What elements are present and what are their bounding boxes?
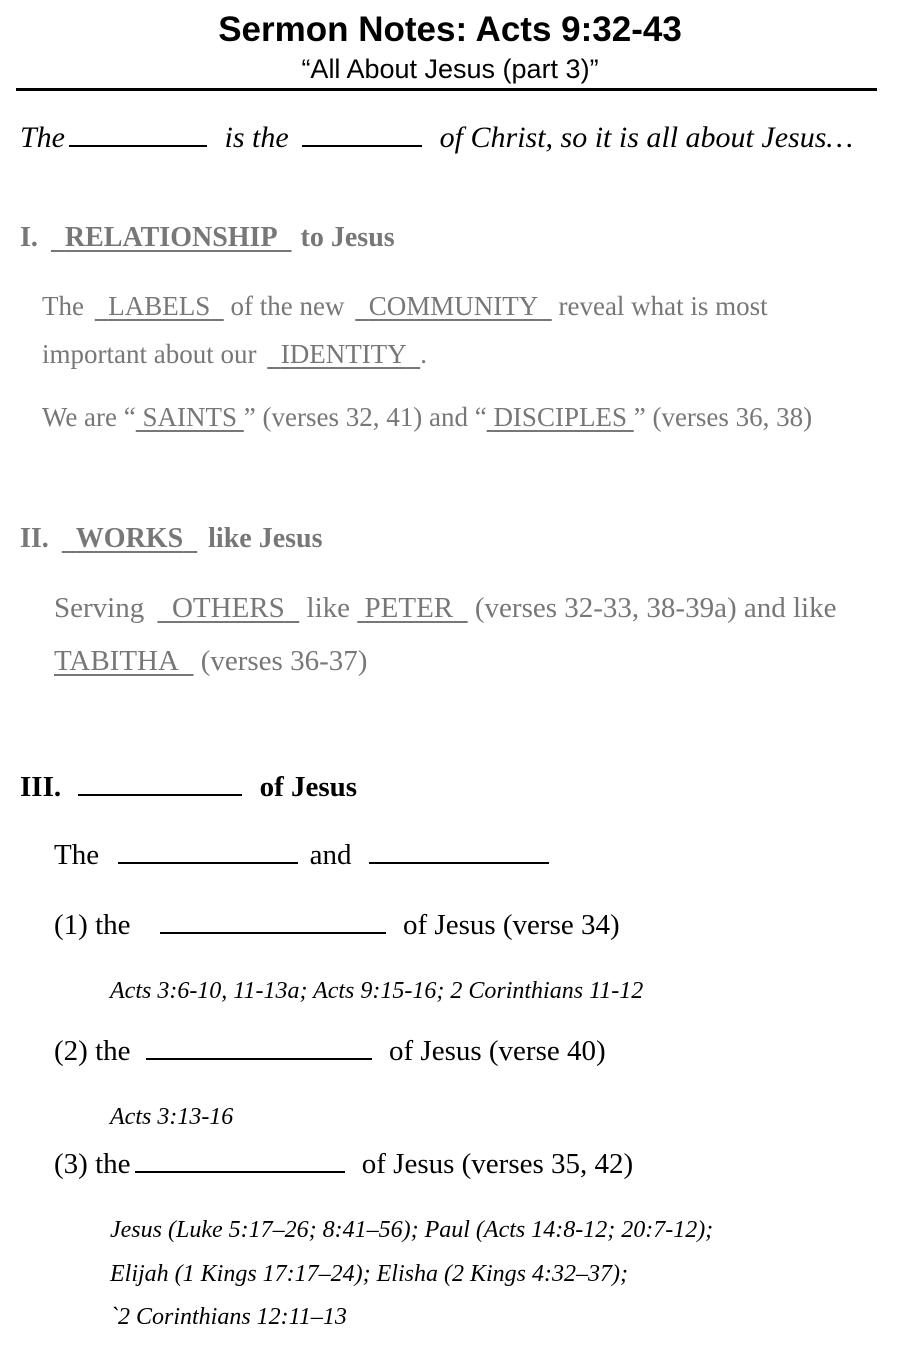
section-2-text: like bbox=[306, 592, 351, 624]
section-3-line-1 bbox=[54, 839, 549, 872]
section-1-heading bbox=[20, 222, 395, 254]
section-2-text: (verses 32-33, 38-39a) and like bbox=[474, 592, 837, 624]
section-3-heading bbox=[20, 771, 357, 804]
fill-tabitha[interactable]: TABITHA bbox=[54, 645, 179, 677]
section-1-text: We are “ bbox=[42, 402, 136, 432]
section-1-line-2 bbox=[42, 339, 427, 370]
section-3-item-2 bbox=[54, 1035, 606, 1068]
section-3-text: (1) the bbox=[54, 909, 131, 941]
intro-blank-2[interactable] bbox=[302, 121, 422, 147]
section-2-numeral: II. bbox=[20, 523, 49, 554]
item-3-blank[interactable] bbox=[135, 1153, 345, 1173]
fill-disciples[interactable]: DISCIPLES bbox=[493, 402, 627, 432]
reference-3-line-2: Elijah (1 Kings 17:17–24); Elisha (2 Kings 4:32–37); bbox=[110, 1261, 628, 1287]
reference-2: Acts 3:13-16 bbox=[110, 1104, 234, 1130]
fill-labels[interactable]: LABELS bbox=[108, 291, 211, 321]
section-2-answer[interactable]: WORKS bbox=[75, 523, 184, 554]
section-1-text: . bbox=[420, 339, 427, 369]
section-3-text: (3) the bbox=[54, 1148, 131, 1180]
intro-line bbox=[20, 121, 853, 155]
section-2-text: Serving bbox=[54, 592, 145, 624]
section-1-tail: to Jesus bbox=[300, 222, 395, 253]
reference-3-line-1: Jesus (Luke 5:17–26; 8:41–56); Paul (Acts 14:8-12; 20:7-12); bbox=[110, 1217, 714, 1243]
reference-3-line-3: `2 Corinthians 12:11–13 bbox=[110, 1304, 347, 1330]
section-3-numeral: III. bbox=[20, 771, 62, 803]
section-1-text: The bbox=[42, 291, 84, 321]
fill-others[interactable]: OTHERS bbox=[171, 592, 285, 624]
section-3-blank-a[interactable] bbox=[118, 844, 298, 864]
section-3-text: of Jesus (verses 35, 42) bbox=[361, 1148, 634, 1180]
page-subtitle: “All About Jesus (part 3)” bbox=[301, 54, 599, 84]
reference-1: Acts 3:6-10, 11-13a; Acts 9:15-16; 2 Corinthians 11-12 bbox=[110, 978, 644, 1004]
section-3-tail: of Jesus bbox=[259, 771, 358, 803]
section-3-item-3 bbox=[54, 1148, 633, 1181]
section-3-text: of Jesus (verse 34) bbox=[403, 909, 620, 941]
section-1-text: of the new bbox=[230, 291, 345, 321]
section-2-heading bbox=[20, 523, 323, 555]
section-1-answer[interactable]: RELATIONSHIP bbox=[64, 222, 278, 253]
section-3-item-1 bbox=[54, 909, 620, 942]
section-1-text: reveal what is most bbox=[558, 291, 768, 321]
section-1-line-1 bbox=[42, 291, 768, 322]
section-2-text: (verses 36-37) bbox=[200, 645, 368, 677]
intro-word-is-the: is the bbox=[224, 121, 289, 154]
section-3-text: of Jesus (verse 40) bbox=[389, 1035, 606, 1067]
item-1-blank[interactable] bbox=[160, 914, 386, 934]
section-3-blank-b[interactable] bbox=[369, 844, 549, 864]
fill-community[interactable]: COMMUNITY bbox=[368, 291, 539, 321]
section-2-tail: like Jesus bbox=[208, 523, 323, 554]
section-3-text: and bbox=[309, 839, 352, 871]
section-2-line-2 bbox=[54, 645, 367, 678]
section-1-line-3 bbox=[42, 402, 812, 433]
intro-blank-1[interactable] bbox=[69, 121, 207, 147]
section-3-text: The bbox=[54, 839, 100, 871]
section-3-blank[interactable] bbox=[78, 776, 242, 796]
fill-identity[interactable]: IDENTITY bbox=[280, 339, 407, 369]
section-1-text: important about our bbox=[42, 339, 257, 369]
fill-peter[interactable]: PETER bbox=[364, 592, 454, 624]
header-divider bbox=[16, 88, 877, 91]
section-1-numeral: I. bbox=[20, 222, 38, 253]
intro-word-the: The bbox=[20, 121, 65, 154]
intro-word-of-christ: of Christ, so it is all about Jesus… bbox=[439, 121, 854, 154]
page-title: Sermon Notes: Acts 9:32-43 bbox=[218, 10, 682, 49]
section-1-text: ” (verses 32, 41) and “ bbox=[243, 402, 487, 432]
section-2-line-1 bbox=[54, 592, 836, 625]
item-2-blank[interactable] bbox=[146, 1040, 372, 1060]
section-3-text: (2) the bbox=[54, 1035, 131, 1067]
section-1-text: ” (verses 36, 38) bbox=[633, 402, 813, 432]
fill-saints[interactable]: SAINTS bbox=[142, 402, 238, 432]
